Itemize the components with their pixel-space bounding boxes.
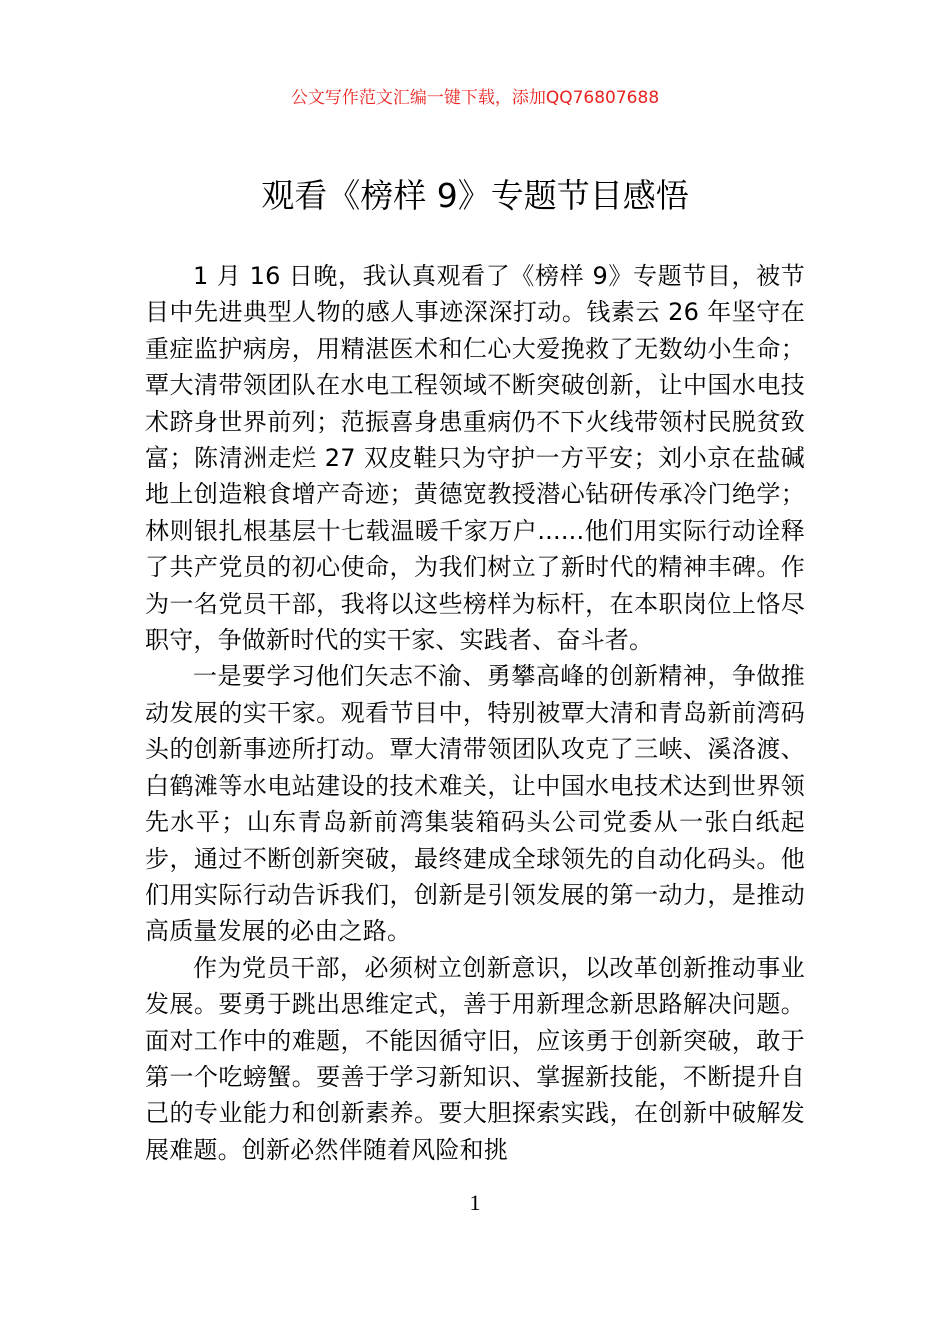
paragraph-party-cadre: 作为党员干部，必须树立创新意识，以改革创新推动事业发展。要勇于跳出思维定式，善于用新理念新思路解决问题。面对工作中的难题，不能因循守旧，应该勇于创新突破，敢于第一个吃螃蟹。要善于学习新知识、掌握新技能，不断提升自己的专业能力和创新素养。要大胆探索实践，在创新中破解发展难题。创新必然伴随着风险和挑 xyxy=(145,953,805,1164)
paragraph-point-one: 一是要学习他们矢志不渝、勇攀高峰的创新精神，争做推动发展的实干家。观看节目中，特别被覃大清和青岛新前湾码头的创新事迹所打动。覃大清带领团队攻克了三峡、溪洛渡、白鹤滩等水电站建设的技术难关，让中国水电技术达到世界领先水平；山东青岛新前湾集装箱码头公司党委从一张白纸起步，通过不断创新突破，最终建成全球领先的自动化码头。他们用实际行动告诉我们，创新是引领发展的第一动力，是推动高质量发展的必由之路。 xyxy=(145,662,805,946)
header-download-note: 公文写作范文汇编一键下载，添加QQ76807688 xyxy=(290,88,660,108)
page-number: 1 xyxy=(469,1190,481,1215)
paragraph-intro: 1 月 16 日晚，我认真观看了《榜样 9》专题节目，被节目中先进典型人物的感人事迹深深打动。钱素云 26 年坚守在重症监护病房，用精湛医术和仁心大爱挽救了无数幼小生命；覃大清带领团队在水电工程领域不断突破创新，让中国水电技术跻身世界前列；范振喜身患重病仍不下火线带领村民脱贫致富；陈清洲走烂 27 双皮鞋只为守护一方平安；刘小京在盐碱地上创造粮食增产奇迹；黄德宽教授潜心钻研传承冷门绝学；林则银扎根基层十七载温暖千家万户......他们用实际行动诠释了共产党员的初心使命，为我们树立了新时代的精神丰碑。作为一名党员干部，我将以这些榜样为标杆，在本职岗位上恪尽职守，争做新时代的实干家、实践者、奋斗者。 xyxy=(145,262,805,655)
page-title: 观看《榜样 9》专题节目感悟 xyxy=(261,176,689,215)
document-body xyxy=(145,258,805,1168)
